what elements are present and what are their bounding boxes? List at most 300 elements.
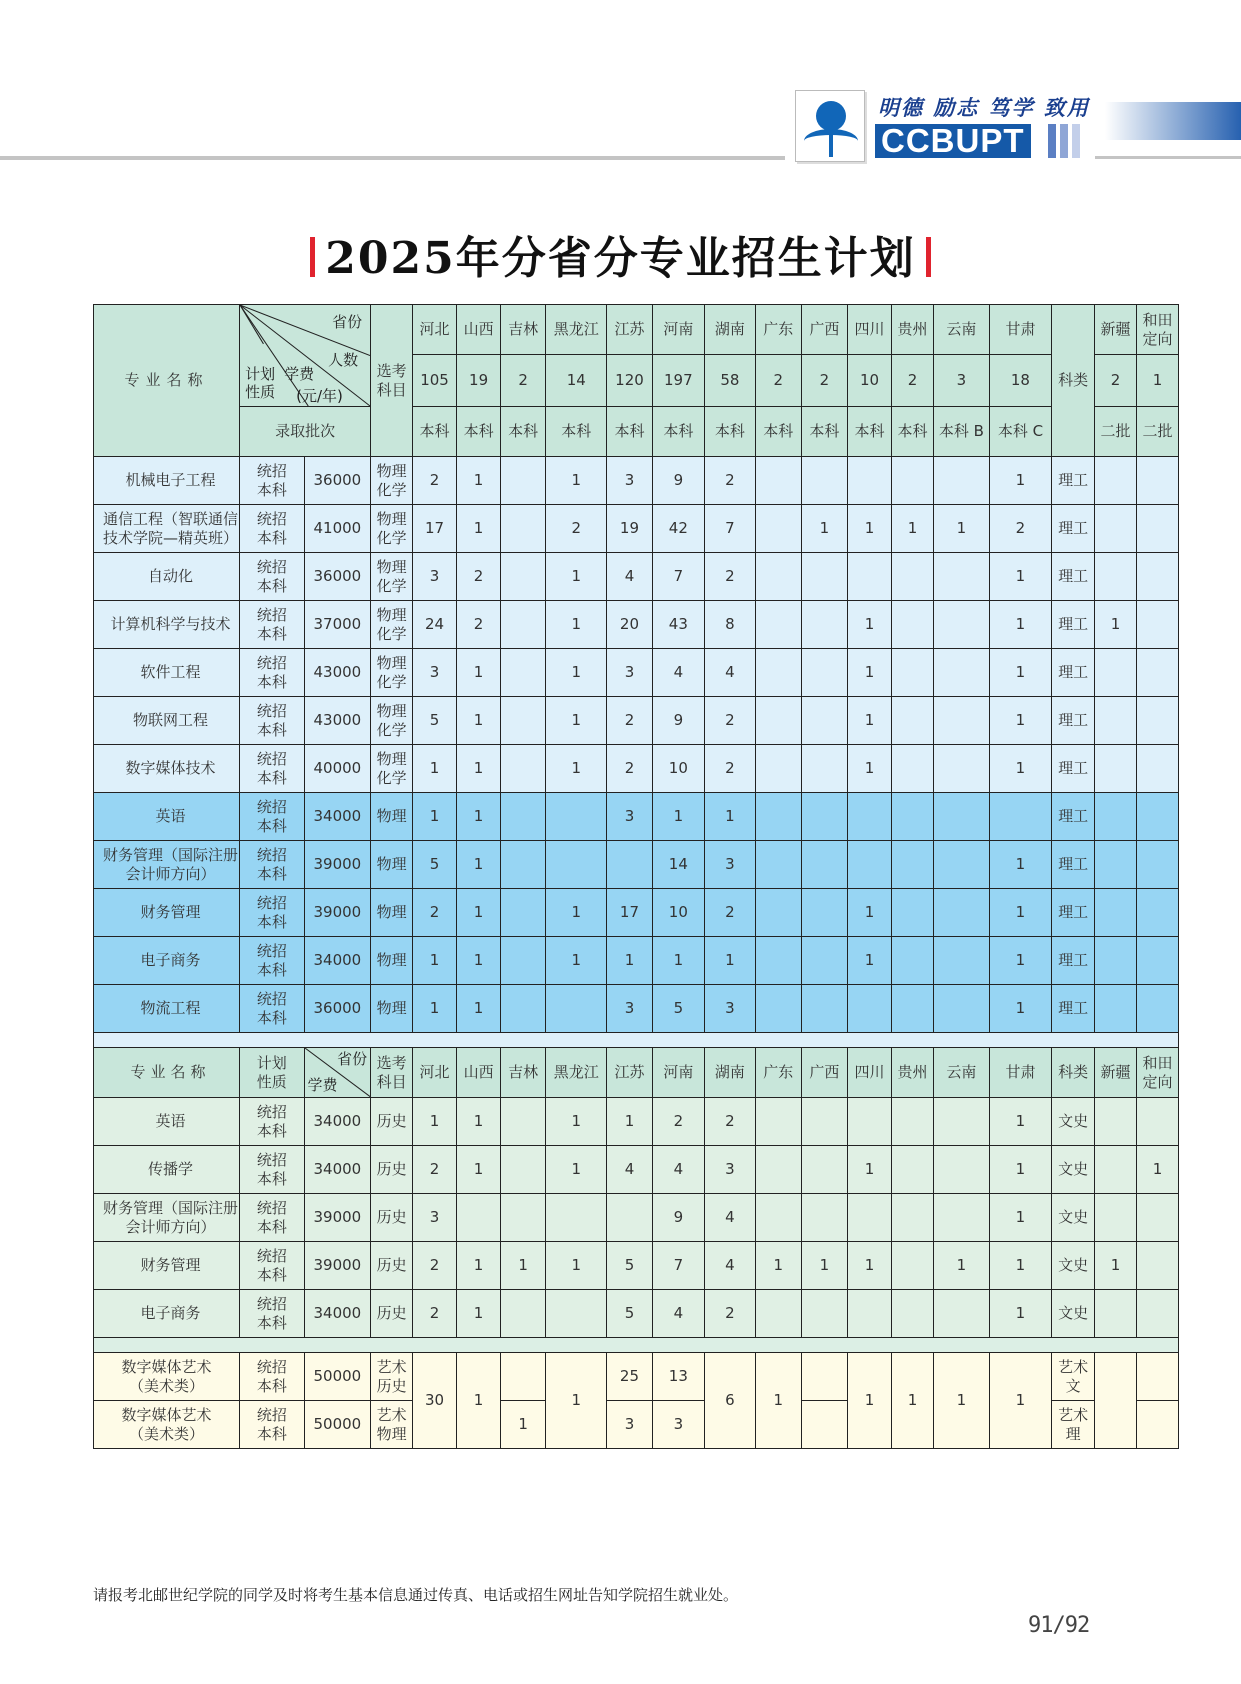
- quota-cell-xinjiang: [1095, 985, 1137, 1033]
- plan-type-label: 计划性质: [245, 365, 276, 401]
- quota-cell: [546, 1194, 607, 1242]
- quota-cell: 1: [989, 1353, 1051, 1449]
- quota-cell: 1: [546, 649, 607, 697]
- header-province: 广东: [755, 1048, 801, 1098]
- quota-cell: [501, 793, 546, 841]
- province-total: 2: [1095, 355, 1137, 407]
- batch-cell: 本科 B: [933, 407, 989, 457]
- section-separator: [94, 1338, 1179, 1353]
- quota-cell: 2: [705, 889, 755, 937]
- header-province: 贵州: [892, 1048, 934, 1098]
- subject-requirement: 物理 化学: [371, 553, 413, 601]
- quota-cell: [501, 1353, 546, 1401]
- header-province: 四川: [848, 1048, 892, 1098]
- quota-cell: [755, 505, 801, 553]
- quota-cell: 1: [848, 1353, 892, 1449]
- quota-cell: [501, 985, 546, 1033]
- header-batch: 录取批次: [240, 407, 371, 457]
- quota-cell-hetian: [1136, 889, 1178, 937]
- header-province: [1136, 305, 1178, 355]
- quota-cell: [933, 889, 989, 937]
- quota-cell: 3: [413, 649, 457, 697]
- quota-cell: 24: [413, 601, 457, 649]
- table-row: [94, 1033, 1179, 1048]
- quota-cell: 1: [546, 457, 607, 505]
- quota-cell: [933, 1146, 989, 1194]
- quota-cell: 1: [848, 505, 892, 553]
- quota-cell: 17: [413, 505, 457, 553]
- quota-cell: [892, 1194, 934, 1242]
- major-name-text: 数字媒体艺术（美术类）: [121, 1357, 212, 1395]
- quota-cell: [501, 697, 546, 745]
- quota-cell: [848, 1290, 892, 1338]
- quota-cell-xinjiang: [1095, 1353, 1137, 1449]
- quota-cell: [501, 553, 546, 601]
- quota-cell: [546, 1290, 607, 1338]
- table-row: [94, 793, 1179, 841]
- subject-requirement: 物理 化学: [371, 649, 413, 697]
- province-total: 10: [848, 355, 892, 407]
- province-label: 和田定向: [1142, 310, 1173, 348]
- table-row: [94, 1146, 1179, 1194]
- header-province: 江苏: [607, 1048, 652, 1098]
- quota-cell: [501, 1290, 546, 1338]
- quota-cell: 1: [457, 1353, 501, 1449]
- province-total: 3: [933, 355, 989, 407]
- quota-cell-hetian: [1136, 841, 1178, 889]
- batch-cell: 本科: [801, 407, 847, 457]
- category-cell: 理工: [1052, 985, 1095, 1033]
- quota-cell: 1: [989, 985, 1051, 1033]
- quota-cell: 1: [848, 889, 892, 937]
- quota-cell: [457, 1194, 501, 1242]
- tuition-label: 学费: [284, 365, 315, 383]
- quota-cell: [892, 457, 934, 505]
- subject-requirement: 艺术 物理: [371, 1401, 413, 1449]
- major-name: 英语: [94, 1098, 240, 1146]
- header-province: 甘肃: [989, 1048, 1051, 1098]
- major-name: 英语: [94, 793, 240, 841]
- header-subject: [371, 305, 413, 457]
- quota-cell: 1: [413, 1098, 457, 1146]
- quota-cell: 1: [989, 697, 1051, 745]
- quota-cell: [501, 1194, 546, 1242]
- quota-cell: [755, 601, 801, 649]
- quota-cell: 1: [801, 1242, 847, 1290]
- quota-cell: 4: [652, 1146, 705, 1194]
- quota-cell: 5: [607, 1290, 652, 1338]
- quota-cell: [501, 601, 546, 649]
- quota-cell: [755, 1194, 801, 1242]
- quota-cell-xinjiang: [1095, 937, 1137, 985]
- quota-cell: 1: [546, 1353, 607, 1449]
- province-label: 新疆: [1100, 320, 1131, 338]
- tuition-fee: 34000: [304, 1290, 371, 1338]
- quota-cell: 13: [652, 1353, 705, 1401]
- quota-cell: [892, 985, 934, 1033]
- header-province: 吉林: [501, 305, 546, 355]
- school-motto: 明德 励志 笃学 致用: [878, 95, 1090, 120]
- quota-cell: 3: [607, 457, 652, 505]
- header-province: 吉林: [501, 1048, 546, 1098]
- quota-cell: [892, 1290, 934, 1338]
- header-major-name: 专业名称: [94, 305, 240, 457]
- quota-cell: 1: [457, 745, 501, 793]
- tuition-fee: 39000: [304, 1242, 371, 1290]
- quota-cell: 4: [607, 553, 652, 601]
- quota-cell: 1: [546, 697, 607, 745]
- plan-type: 统招 本科: [240, 601, 304, 649]
- quota-cell: [892, 889, 934, 937]
- quota-cell: [801, 1353, 847, 1401]
- quota-cell: 1: [546, 601, 607, 649]
- quota-cell: 2: [413, 1290, 457, 1338]
- quota-cell: 1: [933, 1353, 989, 1449]
- tuition-fee: 36000: [304, 985, 371, 1033]
- quota-cell: [501, 457, 546, 505]
- table-row: [94, 1194, 1179, 1242]
- subject-requirement: 历史: [371, 1146, 413, 1194]
- subject-requirement: 物理 化学: [371, 697, 413, 745]
- quota-cell: 1: [501, 1401, 546, 1449]
- quota-cell: 1: [989, 1194, 1051, 1242]
- header-plan-type: [240, 1048, 304, 1098]
- quota-cell: 1: [652, 793, 705, 841]
- tuition-fee: 34000: [304, 1146, 371, 1194]
- quota-cell-hetian: [1136, 697, 1178, 745]
- province-total: 2: [501, 355, 546, 407]
- quota-cell: 1: [457, 697, 501, 745]
- subject-requirement: 物理 化学: [371, 745, 413, 793]
- category-cell: 理工: [1052, 745, 1095, 793]
- major-name: 通信工程（智联通信技术学院—精英班）: [94, 505, 240, 553]
- subject-requirement: 物理: [371, 985, 413, 1033]
- header-province: 山西: [457, 1048, 501, 1098]
- batch-cell: 本科 C: [989, 407, 1051, 457]
- plan-type: 统招 本科: [240, 1290, 304, 1338]
- quota-cell: [755, 457, 801, 505]
- major-name: 传播学: [94, 1146, 240, 1194]
- quota-cell: [501, 1098, 546, 1146]
- quota-cell-xinjiang: [1095, 649, 1137, 697]
- page-number: 91/92: [1028, 1613, 1090, 1638]
- quota-cell: 5: [607, 1242, 652, 1290]
- quota-cell: 14: [652, 841, 705, 889]
- quota-cell: [607, 841, 652, 889]
- quota-cell: 4: [652, 649, 705, 697]
- major-name: 机械电子工程: [94, 457, 240, 505]
- quota-cell: [848, 1098, 892, 1146]
- quota-cell: [546, 841, 607, 889]
- major-name-text: 数字媒体艺术（美术类）: [121, 1405, 212, 1443]
- table-row: [94, 1098, 1179, 1146]
- quota-cell: [892, 553, 934, 601]
- province-total: 2: [892, 355, 934, 407]
- quota-cell: 1: [546, 745, 607, 793]
- tuition-fee: 36000: [304, 553, 371, 601]
- batch-cell: 本科: [652, 407, 705, 457]
- subject-requirement: 物理 化学: [371, 457, 413, 505]
- subject-requirement: 历史: [371, 1290, 413, 1338]
- subject-requirement: 艺术 历史: [371, 1353, 413, 1401]
- quota-cell-hetian: [1136, 1353, 1178, 1401]
- header-province: 湖南: [705, 305, 755, 355]
- quota-cell: [801, 1146, 847, 1194]
- header-province: 河北: [413, 305, 457, 355]
- quota-cell-xinjiang: [1095, 745, 1137, 793]
- quota-cell: 3: [413, 553, 457, 601]
- major-name: 自动化: [94, 553, 240, 601]
- quota-cell: 19: [607, 505, 652, 553]
- quota-cell: 2: [413, 1146, 457, 1194]
- header-province: 广西: [801, 1048, 847, 1098]
- quota-cell: 1: [457, 1290, 501, 1338]
- quota-cell: 1: [457, 1098, 501, 1146]
- page-title: [0, 222, 1241, 286]
- category-cell: 理工: [1052, 553, 1095, 601]
- header-diagonal-cell: [240, 305, 371, 407]
- major-name: 计算机科学与技术: [94, 601, 240, 649]
- quota-cell: 1: [546, 937, 607, 985]
- quota-cell: 1: [933, 505, 989, 553]
- quota-cell: 1: [989, 745, 1051, 793]
- plan-type: 统招 本科: [240, 1146, 304, 1194]
- quota-cell-xinjiang: [1095, 457, 1137, 505]
- quota-cell-xinjiang: [1095, 697, 1137, 745]
- quota-cell: 1: [989, 1242, 1051, 1290]
- quota-cell: 1: [801, 505, 847, 553]
- quota-cell: 1: [989, 649, 1051, 697]
- quota-cell-hetian: [1136, 937, 1178, 985]
- header-province: [1095, 305, 1137, 355]
- tuition-fee: 43000: [304, 649, 371, 697]
- table-row: [94, 553, 1179, 601]
- tuition-fee: 50000: [304, 1401, 371, 1449]
- tuition-fee: 34000: [304, 937, 371, 985]
- quota-cell-xinjiang: 1: [1095, 1242, 1137, 1290]
- quota-cell-hetian: [1136, 1242, 1178, 1290]
- major-name: [94, 1401, 240, 1449]
- quota-cell: [755, 745, 801, 793]
- header-province: 河南: [652, 1048, 705, 1098]
- quota-cell: 1: [457, 649, 501, 697]
- table-row: [94, 305, 1179, 355]
- quota-cell-hetian: [1136, 505, 1178, 553]
- quota-cell-xinjiang: [1095, 841, 1137, 889]
- table-row: [94, 985, 1179, 1033]
- quota-cell: [892, 1146, 934, 1194]
- subject-requirement: 历史: [371, 1098, 413, 1146]
- plan-type: 统招 本科: [240, 745, 304, 793]
- quota-cell: 1: [546, 889, 607, 937]
- quota-cell: 3: [607, 649, 652, 697]
- header-province: 广西: [801, 305, 847, 355]
- header-province: 四川: [848, 305, 892, 355]
- quota-cell: 1: [457, 1146, 501, 1194]
- quota-cell: [501, 841, 546, 889]
- major-name: 财务管理（国际注册会计师方向）: [94, 1194, 240, 1242]
- quota-cell: 3: [413, 1194, 457, 1242]
- plan-type: 统招 本科: [240, 985, 304, 1033]
- quota-cell: [892, 601, 934, 649]
- header-province: 甘肃: [989, 305, 1051, 355]
- quota-cell: 2: [457, 601, 501, 649]
- header-diagonal-cell: [304, 1048, 371, 1098]
- quota-cell-xinjiang: [1095, 553, 1137, 601]
- category-cell: 理工: [1052, 889, 1095, 937]
- quota-cell: 1: [457, 505, 501, 553]
- batch-cell: 本科: [501, 407, 546, 457]
- header-province: 贵州: [892, 305, 934, 355]
- quota-cell: 1: [989, 553, 1051, 601]
- quota-cell: 9: [652, 1194, 705, 1242]
- province-total: 19: [457, 355, 501, 407]
- batch-cell: 本科: [892, 407, 934, 457]
- plan-type: 统招 本科: [240, 793, 304, 841]
- province-label: 省份: [337, 1050, 368, 1068]
- quota-cell: 1: [848, 1146, 892, 1194]
- quota-cell-xinjiang: [1095, 1194, 1137, 1242]
- quota-cell: [755, 985, 801, 1033]
- quota-cell: 1: [989, 889, 1051, 937]
- quota-cell: 4: [705, 1194, 755, 1242]
- major-name: 财务管理（国际注册会计师方向）: [94, 841, 240, 889]
- quota-cell: [892, 937, 934, 985]
- quota-cell: [801, 649, 847, 697]
- major-name: 软件工程: [94, 649, 240, 697]
- quota-cell: [755, 553, 801, 601]
- quota-cell: [801, 553, 847, 601]
- quota-cell: 1: [705, 937, 755, 985]
- tuition-label: 学费: [307, 1076, 338, 1094]
- quota-cell: [892, 649, 934, 697]
- subject-requirement: 物理 化学: [371, 601, 413, 649]
- quota-cell: 1: [546, 1098, 607, 1146]
- quota-cell: [801, 1401, 847, 1449]
- quota-cell: 30: [413, 1353, 457, 1449]
- header-subject: [371, 1048, 413, 1098]
- tuition-fee: 34000: [304, 1098, 371, 1146]
- quota-cell: [755, 1098, 801, 1146]
- category-cell: 文史: [1052, 1146, 1095, 1194]
- category-cell: 理工: [1052, 457, 1095, 505]
- table-row: [94, 1338, 1179, 1353]
- header-rule-right: [1095, 156, 1241, 159]
- quota-cell: [546, 793, 607, 841]
- quota-cell: 1: [457, 793, 501, 841]
- category-cell: 理工: [1052, 793, 1095, 841]
- quota-cell: [501, 1146, 546, 1194]
- header-province: 云南: [933, 305, 989, 355]
- subject-requirement: 历史: [371, 1242, 413, 1290]
- quota-cell: 1: [989, 601, 1051, 649]
- footnote: 请报考北邮世纪学院的同学及时将考生基本信息通过传真、电话或招生网址告知学院招生就业处。: [93, 1586, 739, 1604]
- section-separator: [94, 1033, 1179, 1048]
- quota-cell-xinjiang: [1095, 1098, 1137, 1146]
- quota-cell: [755, 889, 801, 937]
- quota-cell: [801, 889, 847, 937]
- quota-cell: 10: [652, 889, 705, 937]
- major-name: 财务管理: [94, 889, 240, 937]
- category-cell: 理工: [1052, 937, 1095, 985]
- header-province: 江苏: [607, 305, 652, 355]
- header-province: 黑龙江: [546, 305, 607, 355]
- quota-cell-hetian: [1136, 649, 1178, 697]
- quota-cell: 7: [705, 505, 755, 553]
- quota-cell: 2: [705, 553, 755, 601]
- quota-cell: 9: [652, 457, 705, 505]
- quota-cell: 6: [705, 1353, 755, 1449]
- major-name: 电子商务: [94, 937, 240, 985]
- tuition-fee: 36000: [304, 457, 371, 505]
- quota-cell: 17: [607, 889, 652, 937]
- quota-cell: [801, 841, 847, 889]
- table-row: [94, 1048, 1179, 1098]
- subject-requirement: 物理: [371, 841, 413, 889]
- quota-cell: [892, 697, 934, 745]
- quota-cell: 9: [652, 697, 705, 745]
- quota-cell: 5: [413, 841, 457, 889]
- quota-cell: [933, 553, 989, 601]
- table-row: [94, 601, 1179, 649]
- table-row: [94, 505, 1179, 553]
- quota-cell: 3: [705, 1146, 755, 1194]
- province-total: 120: [607, 355, 652, 407]
- province-label: 和田定向: [1142, 1053, 1173, 1091]
- header-province: 山西: [457, 305, 501, 355]
- quota-cell: [801, 1098, 847, 1146]
- quota-cell: 2: [546, 505, 607, 553]
- header-province: 云南: [933, 1048, 989, 1098]
- quota-cell: 1: [457, 457, 501, 505]
- quota-cell: [933, 649, 989, 697]
- quota-cell: [933, 1290, 989, 1338]
- count-label: 人数: [328, 351, 359, 369]
- quota-cell: [933, 457, 989, 505]
- subject-label: 选考科目: [376, 361, 407, 399]
- quota-cell: 2: [705, 697, 755, 745]
- quota-cell: [892, 745, 934, 793]
- quota-cell: 1: [546, 553, 607, 601]
- quota-cell: 7: [652, 553, 705, 601]
- major-name: 电子商务: [94, 1290, 240, 1338]
- tuition-fee: 34000: [304, 793, 371, 841]
- quota-cell: [989, 793, 1051, 841]
- quota-cell-hetian: [1136, 1098, 1178, 1146]
- category-cell: 艺术 理: [1052, 1401, 1095, 1449]
- province-total: 2: [801, 355, 847, 407]
- quota-cell: [848, 553, 892, 601]
- quota-cell: [933, 697, 989, 745]
- quota-cell: 2: [413, 1242, 457, 1290]
- quota-cell: 2: [607, 745, 652, 793]
- category-cell: 文史: [1052, 1290, 1095, 1338]
- quota-cell: 42: [652, 505, 705, 553]
- quota-cell: [848, 1194, 892, 1242]
- quota-cell: 1: [848, 745, 892, 793]
- header-province: 广东: [755, 305, 801, 355]
- quota-cell: [933, 985, 989, 1033]
- quota-cell: [801, 457, 847, 505]
- quota-cell: [755, 697, 801, 745]
- province-total: 14: [546, 355, 607, 407]
- plan-type: 统招 本科: [240, 889, 304, 937]
- table-row: [94, 407, 1179, 457]
- quota-cell: 1: [457, 985, 501, 1033]
- quota-cell: 3: [705, 841, 755, 889]
- page-title-text: 2025年分省分专业招生计划: [325, 233, 916, 284]
- table-row: [94, 649, 1179, 697]
